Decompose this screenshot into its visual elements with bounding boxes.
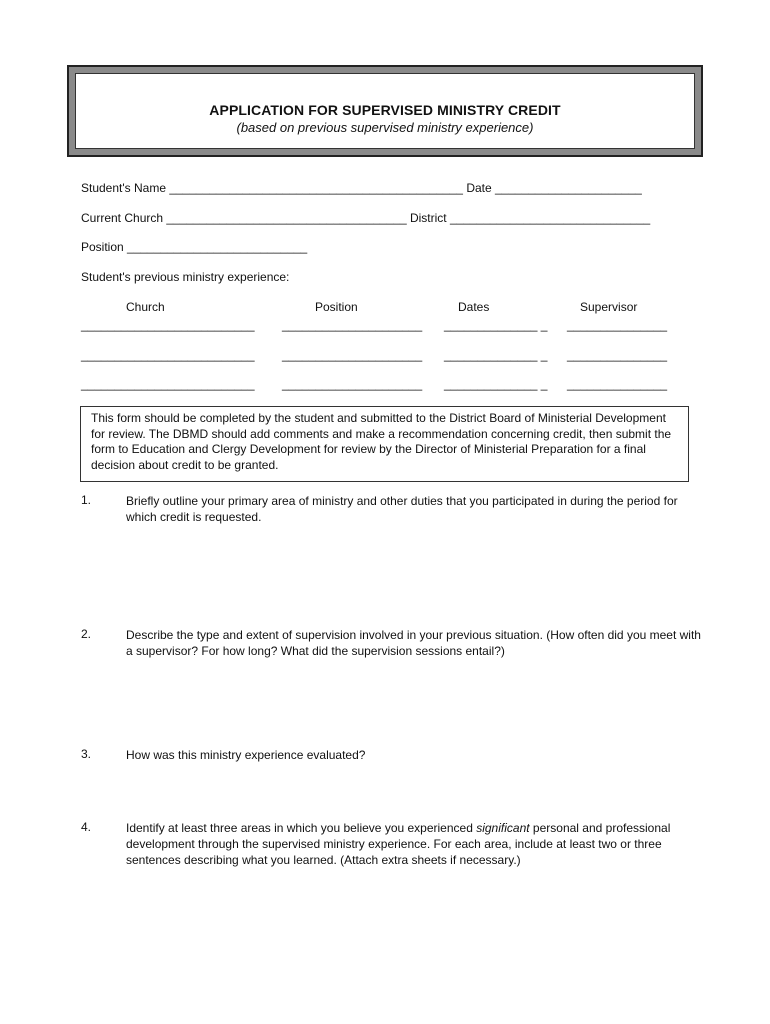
position-line[interactable]: Position ___________________________	[81, 240, 308, 254]
experience-row-position-blank[interactable]: _____________________	[282, 377, 423, 391]
experience-row-supervisor-blank[interactable]: _______________	[567, 377, 668, 391]
question-number: 1.	[81, 493, 92, 507]
question-text-part: personal and professional development through the supervised ministry experience. For each area, include at least two or three sentences describing what you learned. (Attach extra sheets if necessary.)	[126, 821, 671, 867]
experience-row-church-blank[interactable]: __________________________	[81, 348, 255, 362]
column-header-church: Church	[126, 300, 165, 314]
question-text-part: Identify at least three areas in which you believe you experienced	[126, 821, 477, 835]
experience-row-supervisor-blank[interactable]: _______________	[567, 318, 668, 332]
question-number: 3.	[81, 747, 92, 761]
experience-row-position-blank[interactable]: _____________________	[282, 318, 423, 332]
experience-row-dates-blank[interactable]: ______________ _	[444, 348, 548, 362]
experience-row-church-blank[interactable]: __________________________	[81, 377, 255, 391]
question-number: 4.	[81, 820, 92, 834]
student-name-date-line[interactable]: Student's Name ____________________________________________ Date ______________________	[81, 181, 642, 195]
experience-row-dates-blank[interactable]: ______________ _	[444, 377, 548, 391]
column-header-position: Position	[315, 300, 358, 314]
question-text: Describe the type and extent of supervision involved in your previous situation. (How often did you meet with a supervisor? For how long? What did the supervision sessions entail?)	[126, 628, 701, 658]
form-title: APPLICATION FOR SUPERVISED MINISTRY CREDIT	[209, 102, 561, 118]
experience-row-position-blank[interactable]: _____________________	[282, 348, 423, 362]
current-church-district-line[interactable]: Current Church ____________________________________ District ______________________________	[81, 211, 651, 225]
question-text: How was this ministry experience evaluated?	[126, 748, 366, 762]
column-header-supervisor: Supervisor	[580, 300, 638, 314]
question-text	[126, 820, 701, 868]
title-box-inner	[75, 73, 695, 149]
experience-row-supervisor-blank[interactable]: _______________	[567, 348, 668, 362]
question-text: Briefly outline your primary area of ministry and other duties that you participated in during the period for which credit is requested.	[126, 494, 678, 524]
column-header-dates: Dates	[458, 300, 490, 314]
form-subtitle: (based on previous supervised ministry experience)	[236, 120, 534, 135]
instructions-notice-box: This form should be completed by the student and submitted to the District Board of Ministerial Development for review. The DBMD should add comments and make a recommendation concerning credit, then submit the form to Education and Clergy Development for review by the Director of Ministerial Preparation for a final decision about credit to be granted.	[80, 406, 689, 482]
experience-row-church-blank[interactable]: __________________________	[81, 318, 255, 332]
experience-label: Student's previous ministry experience:	[81, 270, 290, 284]
question-number: 2.	[81, 627, 92, 641]
title-box	[67, 65, 703, 157]
question-emphasis: significant	[476, 821, 530, 835]
experience-row-dates-blank[interactable]: ______________ _	[444, 318, 548, 332]
